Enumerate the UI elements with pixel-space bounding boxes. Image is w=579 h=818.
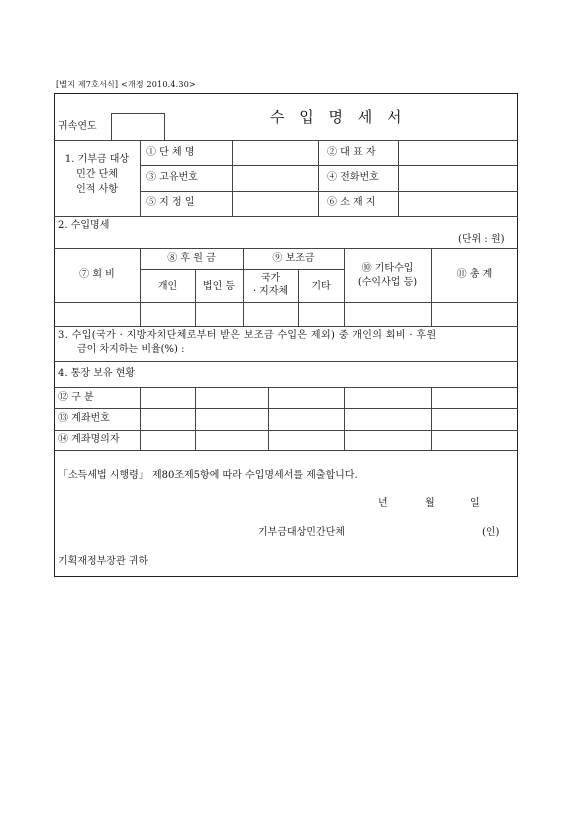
col-subsidy-gov-line2: · 지자체 [252,286,289,297]
col-donation-individual: 개인 [157,281,178,292]
form-title: 수 입 명 세 서 [270,108,403,126]
col-total: ⑪ 총 계 [456,269,493,280]
section1-label-line3: 인적 사항 [76,184,118,195]
col-donation: ⑧ 후 원 금 [167,253,216,264]
seal-label: (인) [482,527,500,538]
field-label-representative: ② 대 표 자 [327,147,376,158]
section3-line1: 3. 수입(국가 · 지방자치단체로부터 받은 보조금 수입은 제외) 중 개인의 회비 · 후원 [58,330,437,341]
phone-field[interactable] [400,167,516,189]
col-other-income-line2: (수익사업 등) [357,277,418,288]
account-row-label-holder: ⑭ 계좌명의자 [58,434,120,445]
subsidy-other-field[interactable] [300,304,342,324]
year-label: 귀속연도 [58,121,97,132]
address-field[interactable] [400,193,516,215]
representative-field[interactable] [400,142,516,164]
section2-title: 2. 수입명세 [58,220,110,231]
org-name-field[interactable] [234,142,316,164]
subsidy-gov-field[interactable] [245,304,296,324]
col-other-income-line1: ⑩ 기타수입 [361,263,414,274]
total-field[interactable] [433,304,516,324]
col-subsidy: ⑨ 보조금 [272,253,315,264]
col-subsidy-gov-line1: 국가 [260,273,281,284]
designation-date-field[interactable] [234,193,316,215]
unique-number-field[interactable] [234,167,316,189]
section1-label-line2: 민간 단체 [76,169,118,180]
other-income-field[interactable] [346,304,429,324]
account-row-label-number: ⑬ 계좌번호 [58,413,110,424]
date-month-label: 월 [425,498,435,509]
col-subsidy-other: 기타 [311,281,331,292]
donation-corporate-field[interactable] [197,304,241,324]
form-number: [별지 제7호서식] <개정 2010.4.30> [56,80,196,89]
submission-statement: 「소득세법 시행령」 제80조제5항에 따라 수입명세서를 제출합니다. [58,470,358,481]
account-row-label-category: ⑫ 구 분 [58,392,94,403]
year-field[interactable] [114,116,162,138]
field-label-org-name: ① 단 체 명 [146,147,195,158]
donation-individual-field[interactable] [142,304,193,324]
recipient: 기획재정부장관 귀하 [58,556,149,567]
section4-title: 4. 통장 보유 현황 [58,368,136,379]
membership-amount-field[interactable] [56,304,138,324]
unit-label: (단위 : 원) [458,234,505,245]
col-membership: ⑦ 회 비 [79,269,115,280]
organization-label: 기부금대상민간단체 [258,527,345,538]
date-day-label: 일 [470,498,480,509]
field-label-address: ⑥ 소 재 지 [327,197,376,208]
section3-line2: 금이 차지하는 비율(%) : [77,344,185,355]
field-label-designation-date: ⑤ 지 정 일 [146,197,195,208]
date-year-label: 년 [378,498,388,509]
field-label-phone: ④ 전화번호 [327,172,379,183]
section1-label-line1: 1. 기부금 대상 [64,154,130,165]
col-donation-corporate: 법인 등 [202,281,236,292]
field-label-unique-number: ③ 고유번호 [146,172,198,183]
